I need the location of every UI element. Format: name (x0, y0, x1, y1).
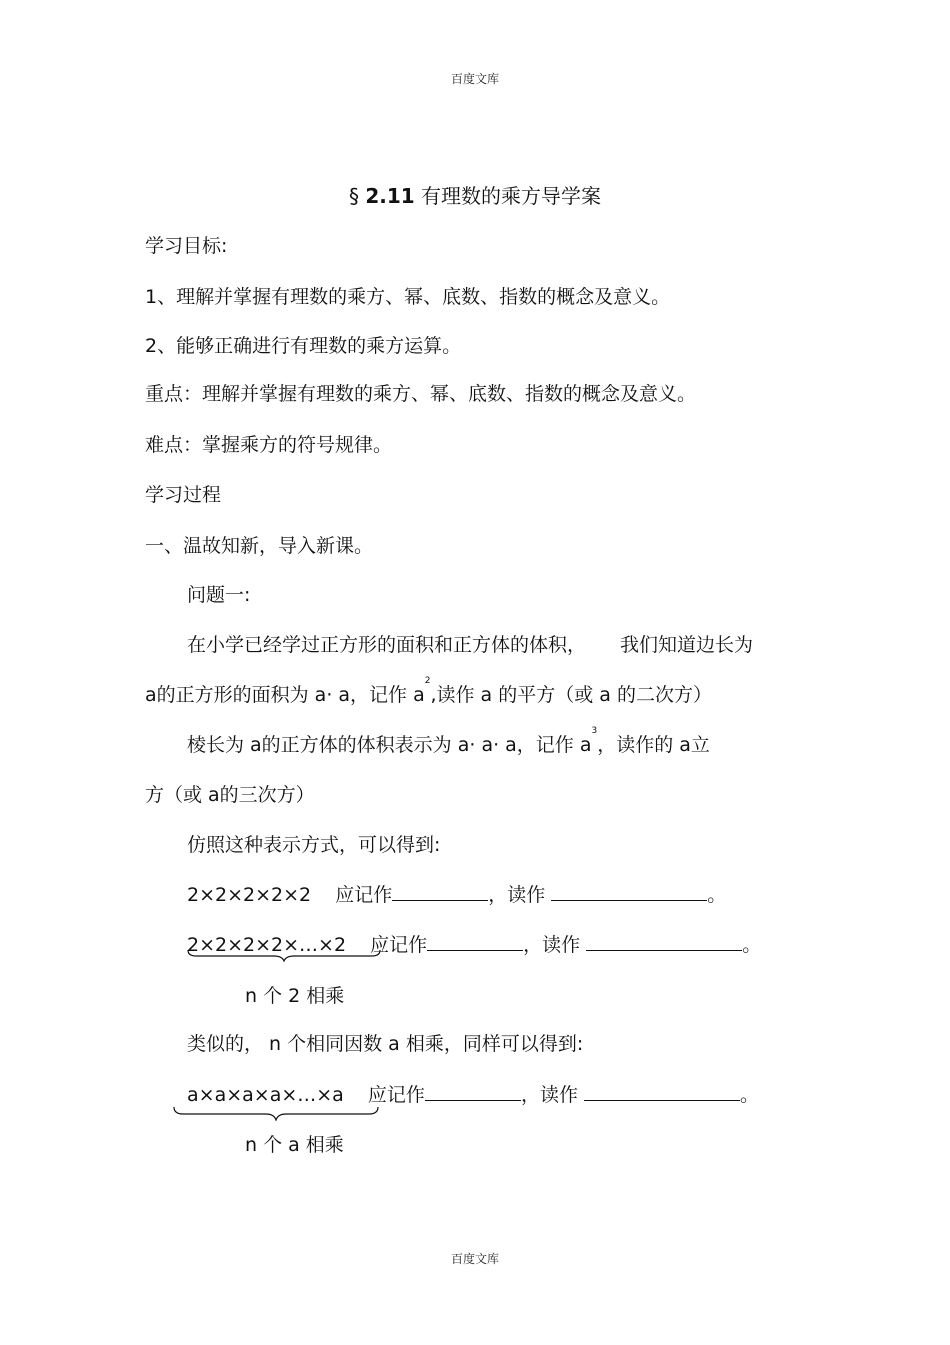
para1-line2 (145, 676, 712, 707)
goal-item-2: 2、能够正确进行有理数的乘方运算。 (145, 335, 462, 357)
goal-item-1: 1、理解并掌握有理数的乘方、幂、底数、指数的概念及意义。 (145, 286, 671, 308)
para1-text-a: 在小学已经学过正方形的面积和正方体的体积， (187, 634, 587, 656)
answer-blank-3b[interactable] (584, 1081, 740, 1101)
difficulty: 难点：掌握乘方的符号规律。 (145, 434, 393, 456)
expr3-label-b: ，读作 (520, 1084, 578, 1106)
exponent-3: 3 (591, 726, 598, 736)
expr1-label-a: 应记作 (335, 884, 393, 906)
expression-3 (187, 1080, 759, 1107)
expr2-end: 。 (742, 934, 762, 956)
underbrace-3 (172, 1105, 380, 1121)
title-number: 2.11 (365, 184, 415, 208)
answer-blank-1b[interactable] (551, 881, 707, 901)
title-text: 有理数的乘方导学案 (421, 184, 602, 208)
para1-line1 (187, 630, 753, 657)
answer-blank-2b[interactable] (586, 931, 742, 951)
para1-text-c: a的正方形的面积为 a· a，记作 a (145, 684, 425, 706)
formula-1: 2×2×2×2×2 (187, 884, 312, 906)
expr3-end: 。 (740, 1084, 760, 1106)
para2-text-a: 棱长为 a的正方体的体积表示为 a· a· a，记作 a (187, 734, 592, 756)
answer-blank-3a[interactable] (425, 1081, 521, 1101)
caption-2: n 个 2 相乘 (245, 985, 345, 1007)
expr1-end: 。 (707, 884, 727, 906)
para2-line1 (187, 726, 710, 757)
formula-2: 2×2×2×2×…×2 (187, 934, 347, 956)
underbrace-2 (186, 948, 382, 962)
exponent-2: 2 (424, 676, 431, 686)
answer-blank-2a[interactable] (427, 931, 523, 951)
section-heading-1: 一、温故知新，导入新课。 (145, 535, 374, 557)
key-point: 重点：理解并掌握有理数的乘方、幂、底数、指数的概念及意义。 (145, 383, 697, 405)
formula-3: a×a×a×a×…×a (187, 1084, 344, 1106)
goals-heading: 学习目标: (145, 235, 228, 257)
para2-line2: 方（或 a的三次方） (145, 784, 315, 806)
title-prefix: § (348, 184, 366, 208)
document-title (0, 180, 950, 209)
similar-line: 类似的， n 个相同因数 a 相乘，同样可以得到: (187, 1033, 584, 1055)
answer-blank-1a[interactable] (392, 881, 488, 901)
imitate-line: 仿照这种表示方式，可以得到: (187, 834, 441, 856)
question-1: 问题一: (187, 584, 251, 606)
page-footer: 百度文库 (450, 1252, 499, 1266)
para1-text-b: 我们知道边长为 (620, 634, 754, 656)
expr3-label-a: 应记作 (367, 1084, 425, 1106)
expr2-label-a: 应记作 (370, 934, 428, 956)
expr1-label-b: ，读作 (488, 884, 546, 906)
expression-1 (187, 880, 726, 907)
para2-text-b: ，读作的 a立 (597, 734, 710, 756)
process-heading: 学习过程 (145, 484, 222, 506)
caption-3: n 个 a 相乘 (245, 1134, 344, 1156)
page-header: 百度文库 (450, 72, 499, 86)
para1-text-d: ,读作 a 的平方（或 a 的二次方） (430, 684, 712, 706)
expr2-label-b: ，读作 (523, 934, 581, 956)
